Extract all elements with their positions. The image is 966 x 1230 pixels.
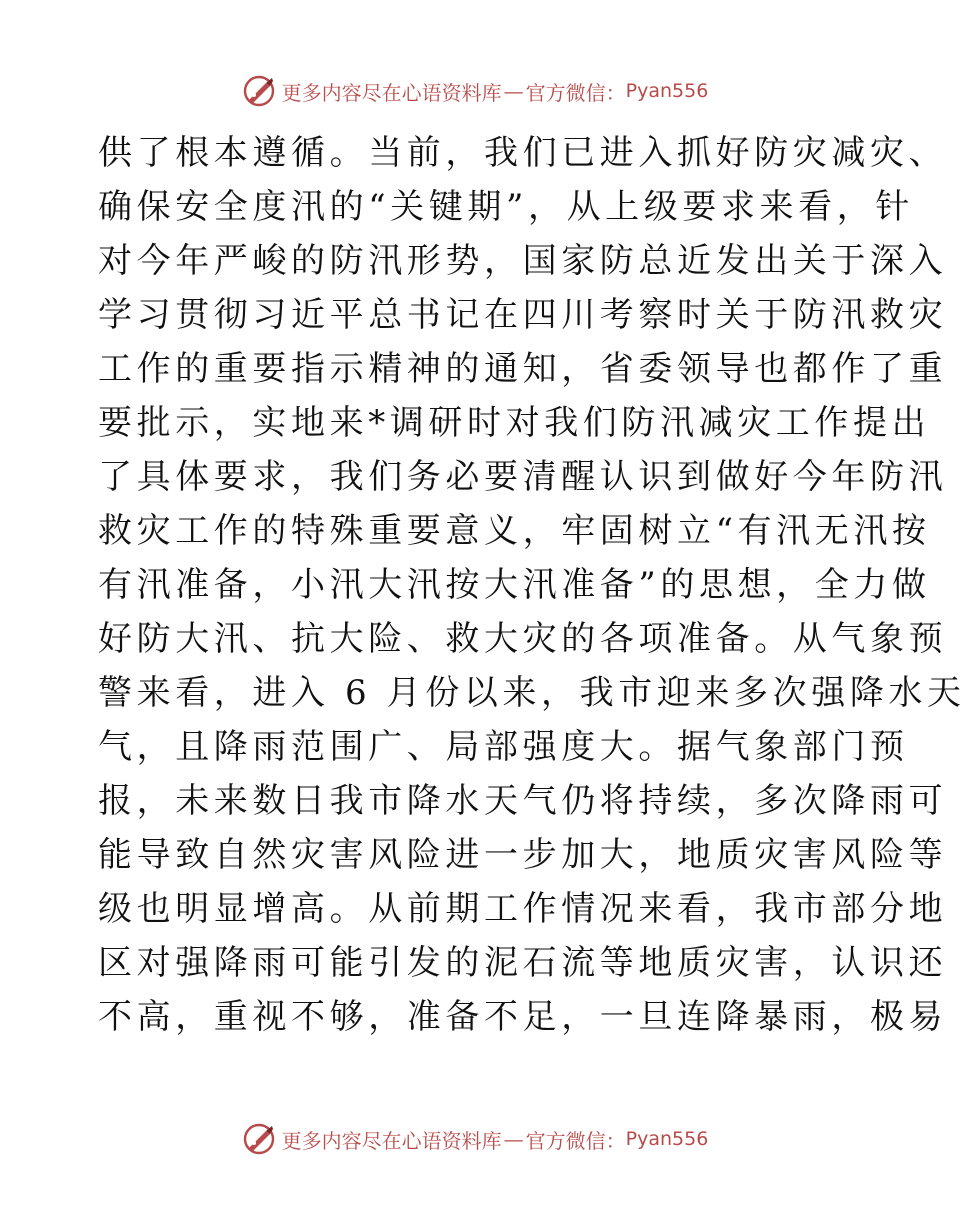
watermark-wechat-label: 官方微信： xyxy=(525,80,626,105)
watermark-text: 更多内容尽在心语资料库 xyxy=(281,1128,502,1153)
watermark-separator: — xyxy=(503,1127,524,1151)
body-line: 了具体要求，我们务必要清醒认识到做好今年防汛 xyxy=(98,457,948,497)
quill-logo-icon xyxy=(242,74,276,108)
footer-watermark xyxy=(0,1117,950,1161)
body-line: 救灾工作的特殊重要意义，牢固树立“有汛无汛按 xyxy=(98,511,931,551)
watermark-wechat-label: 官方微信： xyxy=(525,1128,626,1153)
watermark-wechat-id: Pyan556 xyxy=(625,80,709,102)
body-line: 级也明显增高。从前期工作情况来看，我市部分地 xyxy=(98,889,948,929)
watermark-wechat-id: Pyan556 xyxy=(625,1128,709,1150)
watermark-separator: — xyxy=(503,79,524,103)
body-line: 学习贯彻习近平总书记在四川考察时关于防汛救灾 xyxy=(98,295,948,335)
body-line: 对今年严峻的防汛形势，国家防总近发出关于深入 xyxy=(98,241,948,281)
body-line: 区对强降雨可能引发的泥石流等地质灾害，认识还 xyxy=(98,943,948,983)
body-line: 气，且降雨范围广、局部强度大。据气象部门预 xyxy=(98,727,909,767)
body-line: 警来看，进入 6 月份以来，我市迎来多次强降水天 xyxy=(98,673,966,713)
body-line: 确保安全度汛的“关键期”，从上级要求来看，针 xyxy=(98,187,914,227)
body-line: 有汛准备，小汛大汛按大汛准备”的思想，全力做 xyxy=(98,565,931,605)
document-body xyxy=(98,126,966,1044)
quill-logo-icon xyxy=(242,1122,276,1156)
watermark-text: 更多内容尽在心语资料库 xyxy=(281,80,502,105)
body-line: 不高，重视不够，准备不足，一旦连降暴雨，极易 xyxy=(98,997,948,1037)
body-line: 要批示，实地来*调研时对我们防汛减灾工作提出 xyxy=(98,403,931,443)
body-line: 好防大汛、抗大险、救大灾的各项准备。从气象预 xyxy=(98,619,948,659)
body-line: 报，未来数日我市降水天气仍将持续，多次降雨可 xyxy=(98,781,948,821)
body-line: 工作的重要指示精神的通知，省委领导也都作了重 xyxy=(98,349,948,389)
body-line: 能导致自然灾害风险进一步加大，地质灾害风险等 xyxy=(98,835,948,875)
header-watermark xyxy=(0,69,950,113)
body-line: 供了根本遵循。当前，我们已进入抓好防灾减灾、 xyxy=(98,133,948,173)
